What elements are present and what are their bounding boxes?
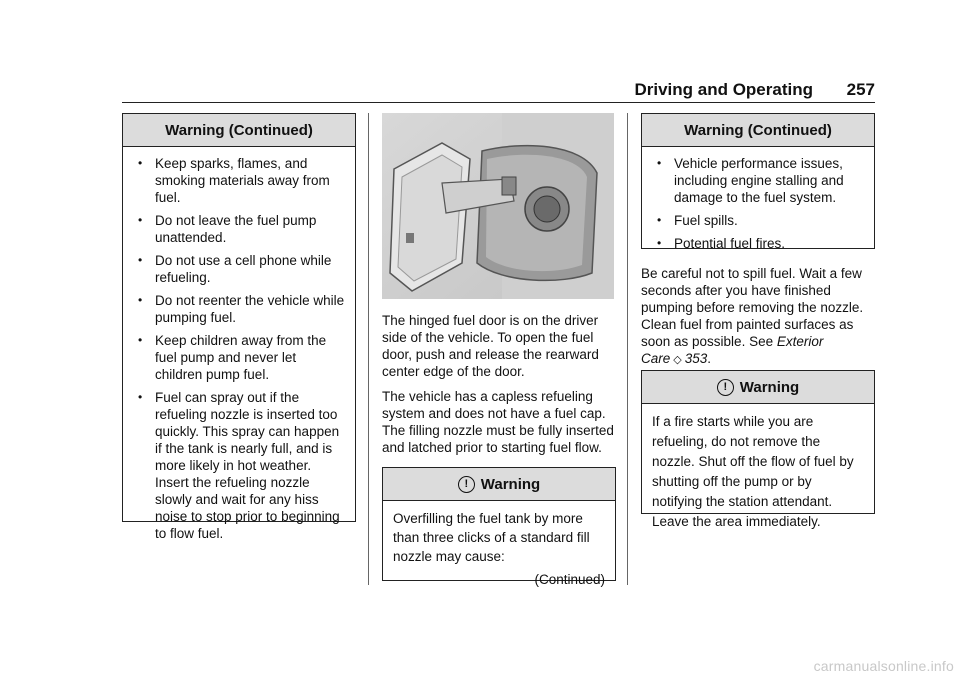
list-item: • Do not use a cell phone while refueling. — [133, 252, 345, 286]
warning-bullet-list — [133, 155, 345, 542]
warning-overfill-title: Warning — [480, 475, 541, 493]
list-item: • Keep children away from the fuel pump and never let children pump fuel. — [133, 332, 345, 383]
warning-overfill-header — [383, 468, 615, 501]
exterior-care-link[interactable]: Exterior Care — [641, 334, 824, 366]
exterior-care-page[interactable]: 353 — [684, 351, 708, 366]
warning-bullet-list-2 — [652, 155, 864, 252]
list-item: • Keep sparks, flames, and smoking materials away from fuel. — [133, 155, 345, 206]
paragraph-fuel-door: The hinged fuel door is on the driver side of the vehicle. To open the fuel door, push and release the rearward center edge of the door. — [382, 313, 599, 379]
warning-continued-box — [122, 113, 356, 541]
fuel-door-photo — [382, 113, 614, 299]
warning-icon: ! — [458, 476, 475, 493]
page-header — [122, 80, 875, 103]
warning-fire-text: If a fire starts while you are refueling, do not remove the nozzle. Shut off the flow of fuel by shutting off the pump or by notifying the station attendant. Leave the area immediately. — [652, 414, 854, 529]
warning-fire-header — [642, 371, 874, 404]
warning-continued-title-2: Warning (Continued) — [642, 114, 874, 147]
paragraph-spill — [641, 265, 877, 369]
continued-label: (Continued) — [534, 572, 605, 587]
warning-overfill-box — [382, 467, 616, 587]
column-divider-1 — [368, 113, 369, 585]
warning-continued-body-2 — [642, 147, 874, 264]
column-divider-2 — [627, 113, 628, 585]
spill-text — [641, 265, 877, 377]
warning-overfill-body — [383, 501, 615, 595]
ref-period: . — [707, 351, 712, 366]
warning-continued-title: Warning (Continued) — [123, 114, 355, 147]
list-item: • Fuel spills. — [652, 212, 864, 229]
paragraph-capless: The vehicle has a capless refueling system and does not have a fuel cap. The filling nozzle must be fully inserted and latched prior to starting fuel flow. — [382, 389, 614, 455]
warning-continued-body — [123, 147, 355, 554]
page-ref-icon: ◇ — [673, 354, 682, 366]
watermark: carmanualsonline.info — [813, 658, 954, 674]
warning-icon: ! — [717, 379, 734, 396]
list-item: • Potential fuel fires. — [652, 235, 864, 252]
list-item: • Fuel can spray out if the refueling nozzle is inserted too quickly. This spray can happen if the tank is nearly full, and is more likely in hot weather. Insert the refueling nozzle slowly and wait for any hiss noise to stop prior to beginning to flow fuel. — [133, 389, 345, 542]
page-number: 257 — [846, 80, 875, 99]
warning-fire-box — [641, 370, 875, 529]
paragraph-spill-text: Be careful not to spill fuel. Wait a few seconds after you have finished pumping before removing the nozzle. Clean fuel from painted surfaces as soon as possible. See — [641, 266, 864, 349]
warning-fire-title: Warning — [739, 378, 800, 396]
fuel-door-text — [382, 312, 618, 464]
warning-continued-box-2 — [641, 113, 875, 249]
list-item: • Do not leave the fuel pump unattended. — [133, 212, 345, 246]
section-title: Driving and Operating — [634, 80, 813, 99]
list-item: • Vehicle performance issues, including engine stalling and damage to the fuel system. — [652, 155, 864, 206]
list-item: • Do not reenter the vehicle while pumping fuel. — [133, 292, 345, 326]
warning-fire-body — [642, 404, 874, 538]
warning-overfill-text: Overfilling the fuel tank by more than three clicks of a standard fill nozzle may cause: — [393, 511, 590, 564]
